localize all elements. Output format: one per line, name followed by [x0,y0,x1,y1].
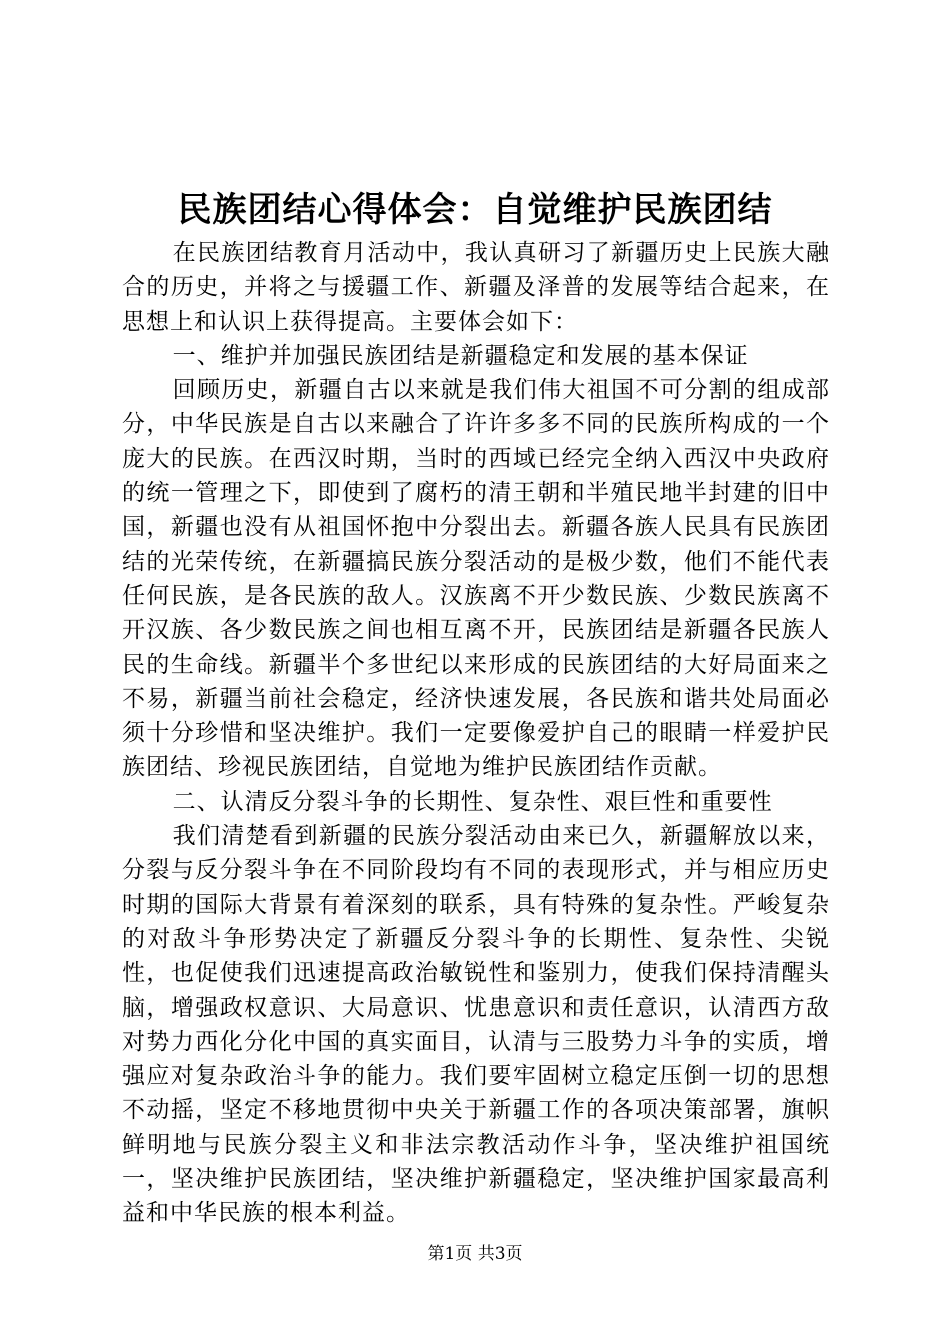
page-footer [0,1242,950,1266]
paragraph-section-2: 我们清楚看到新疆的民族分裂活动由来已久，新疆解放以来，分裂与反分裂斗争在不同阶段均有不同的表现形式，并与相应历史时期的国际大背景有着深刻的联系，具有特殊的复杂性。严峻复杂的对敌斗争形势决定了新疆反分裂斗争的长期性、复杂性、尖锐性，也促使我们迅速提高政治敏锐性和鉴别力，使我们保持清醒头脑，增强政权意识、大局意识、忧患意识和责任意识，认清西方敌对势力西化分化中国的真实面目，认清与三股势力斗争的实质，增强应对复杂政治斗争的能力。我们要牢固树立稳定压倒一切的思想不动摇，坚定不移地贯彻中央关于新疆工作的各项决策部署，旗帜鲜明地与民族分裂主义和非法宗教活动作斗争，坚决维护祖国统一，坚决维护民族团结，坚决维护新疆稳定，坚决维护国家最高利益和中华民族的根本利益。 [122,823,830,1227]
section-heading-2: 二、认清反分裂斗争的长期性、复杂性、艰巨性和重要性 [172,788,773,815]
paragraph-intro: 在民族团结教育月活动中，我认真研习了新疆历史上民族大融合的历史，并将之与援疆工作、新疆及泽普的发展等结合起来，在思想上和认识上获得提高。主要体会如下： [122,240,830,335]
document-body [122,236,830,1231]
section-heading-1: 一、维护并加强民族团结是新疆稳定和发展的基本保证 [172,342,749,369]
paragraph-section-1: 回顾历史，新疆自古以来就是我们伟大祖国不可分割的组成部分，中华民族是自古以来融合了许许多多不同的民族所构成的一个庞大的民族。在西汉时期，当时的西域已经完全纳入西汉中央政府的统一管理之下，即使到了腐朽的清王朝和半殖民地半封建的旧中国，新疆也没有从祖国怀抱中分裂出去。新疆各族人民具有民族团结的光荣传统，在新疆搞民族分裂活动的是极少数，他们不能代表任何民族，是各民族的敌人。汉族离不开少数民族、少数民族离不开汉族、各少数民族之间也相互离不开，民族团结是新疆各民族人民的生命线。新疆半个多世纪以来形成的民族团结的大好局面来之不易，新疆当前社会稳定，经济快速发展，各民族和谐共处局面必须十分珍惜和坚决维护。我们一定要像爱护自己的眼睛一样爱护民族团结、珍视民族团结，自觉地为维护民族团结作贡献。 [122,377,830,781]
page-number: 第1页 共3页 [427,1244,523,1264]
document-title: 民族团结心得体会：自觉维护民族团结 [177,190,773,230]
